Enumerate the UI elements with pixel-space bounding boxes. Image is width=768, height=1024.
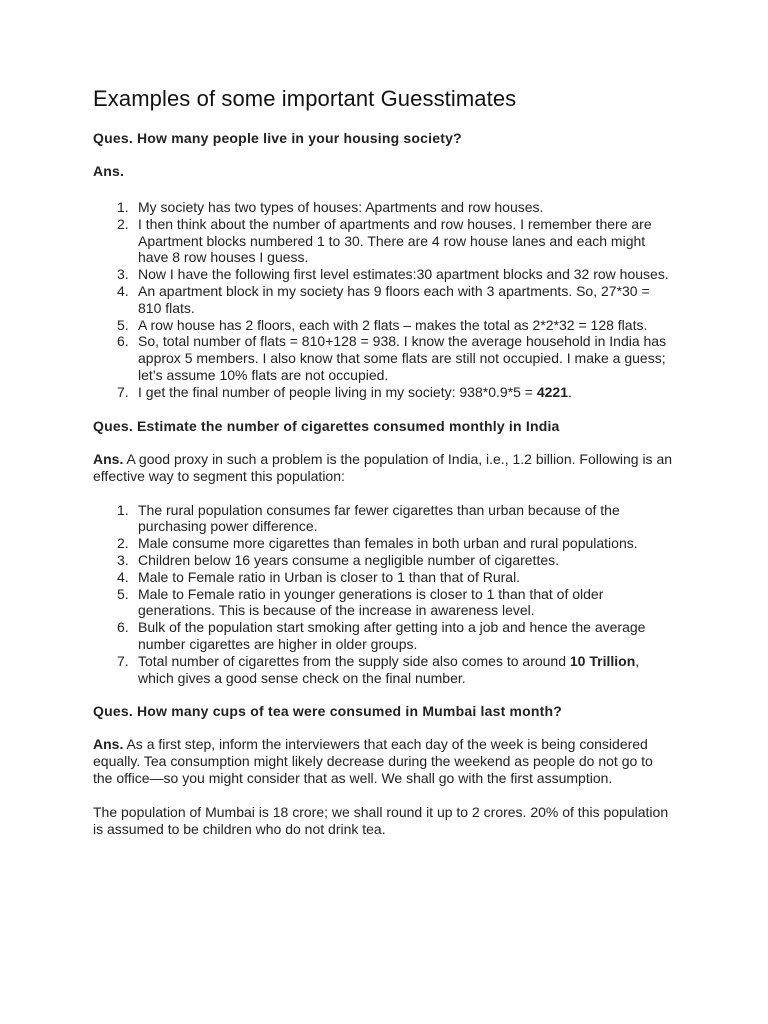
answer-3-paragraph-2: The population of Mumbai is 18 crore; we shall round it up to 2 crores. 20% of this population is assumed to be children who do not drink tea. [93,804,669,838]
question-1: Ques. How many people live in your housing society? [93,130,462,146]
list-item: Total number of cigarettes from the supply side also comes to around 10 Trillion, which gives a good sense check on the final number. [138,652,640,686]
list-item: I then think about the number of apartments and row houses. I remember there are Apartment blocks numbered 1 to 30. There are 4 row house lanes and each might have 8 row houses I guess. [138,215,652,266]
answer-3-label: Ans. [93,736,124,753]
list-item: So, total number of flats = 810+128 = 938. I know the average household in India has approx 5 members. I also know that some flats are still not occupied. I make a guess; let’s assume 10% flats are not occupied. [138,333,667,383]
list-item: Male to Female ratio in Urban is closer to 1 than that of Rural. [138,568,521,585]
list-item: Children below 16 years consume a negligible number of cigarettes. [138,551,560,568]
list-item: Bulk of the population start smoking after getting into a job and hence the average number cigarettes are higher in older groups. [138,619,646,652]
list-item: My society has two types of houses: Apartments and row houses. [138,199,544,215]
final-answer-value: 4221 [536,383,569,400]
page-title: Examples of some important Guesstimates [93,86,517,111]
list-item: An apartment block in my society has 9 floors each with 3 apartments. So, 27*30 = 810 flats. [138,282,650,316]
list-item: A row house has 2 floors, each with 2 flats – makes the total as 2*2*32 = 128 flats. [138,316,648,333]
answer-2-label: Ans. [93,450,124,467]
list-item: Male to Female ratio in younger generations is closer to 1 than that of older generations. This is because of the increase in awareness level. [138,585,604,619]
question-3: Ques. How many cups of tea were consumed in Mumbai last month? [93,703,563,720]
supply-estimate-value: 10 Trillion [569,652,636,669]
list-item: Now I have the following first level estimates:30 apartment blocks and 32 row houses. [138,266,669,283]
question-2: Ques. Estimate the number of cigarettes consumed monthly in India [93,417,560,434]
answer-2-list [93,502,676,687]
answer-2-intro: Ans. A good proxy in such a problem is the population of India, i.e., 1.2 billion. Following is an effective way to segment this population: [93,450,673,484]
list-item: I get the final number of people living in my society: 938*0.9*5 = 4221. [138,383,572,400]
answer-1-label: Ans. [93,163,125,179]
answer-3-paragraph-1: Ans. As a first step, inform the interviewers that each day of the week is being considered equally. Tea consumption might likely decrease during the weekend as people do not go to the office—so you might consider that as well. We shall go with the first assumption. [93,736,653,787]
list-item: The rural population consumes far fewer cigarettes than urban because of the purchasing power difference. [138,501,620,535]
list-item: Male consume more cigarettes than females in both urban and rural populations. [138,535,638,552]
answer-1-list [93,199,676,401]
